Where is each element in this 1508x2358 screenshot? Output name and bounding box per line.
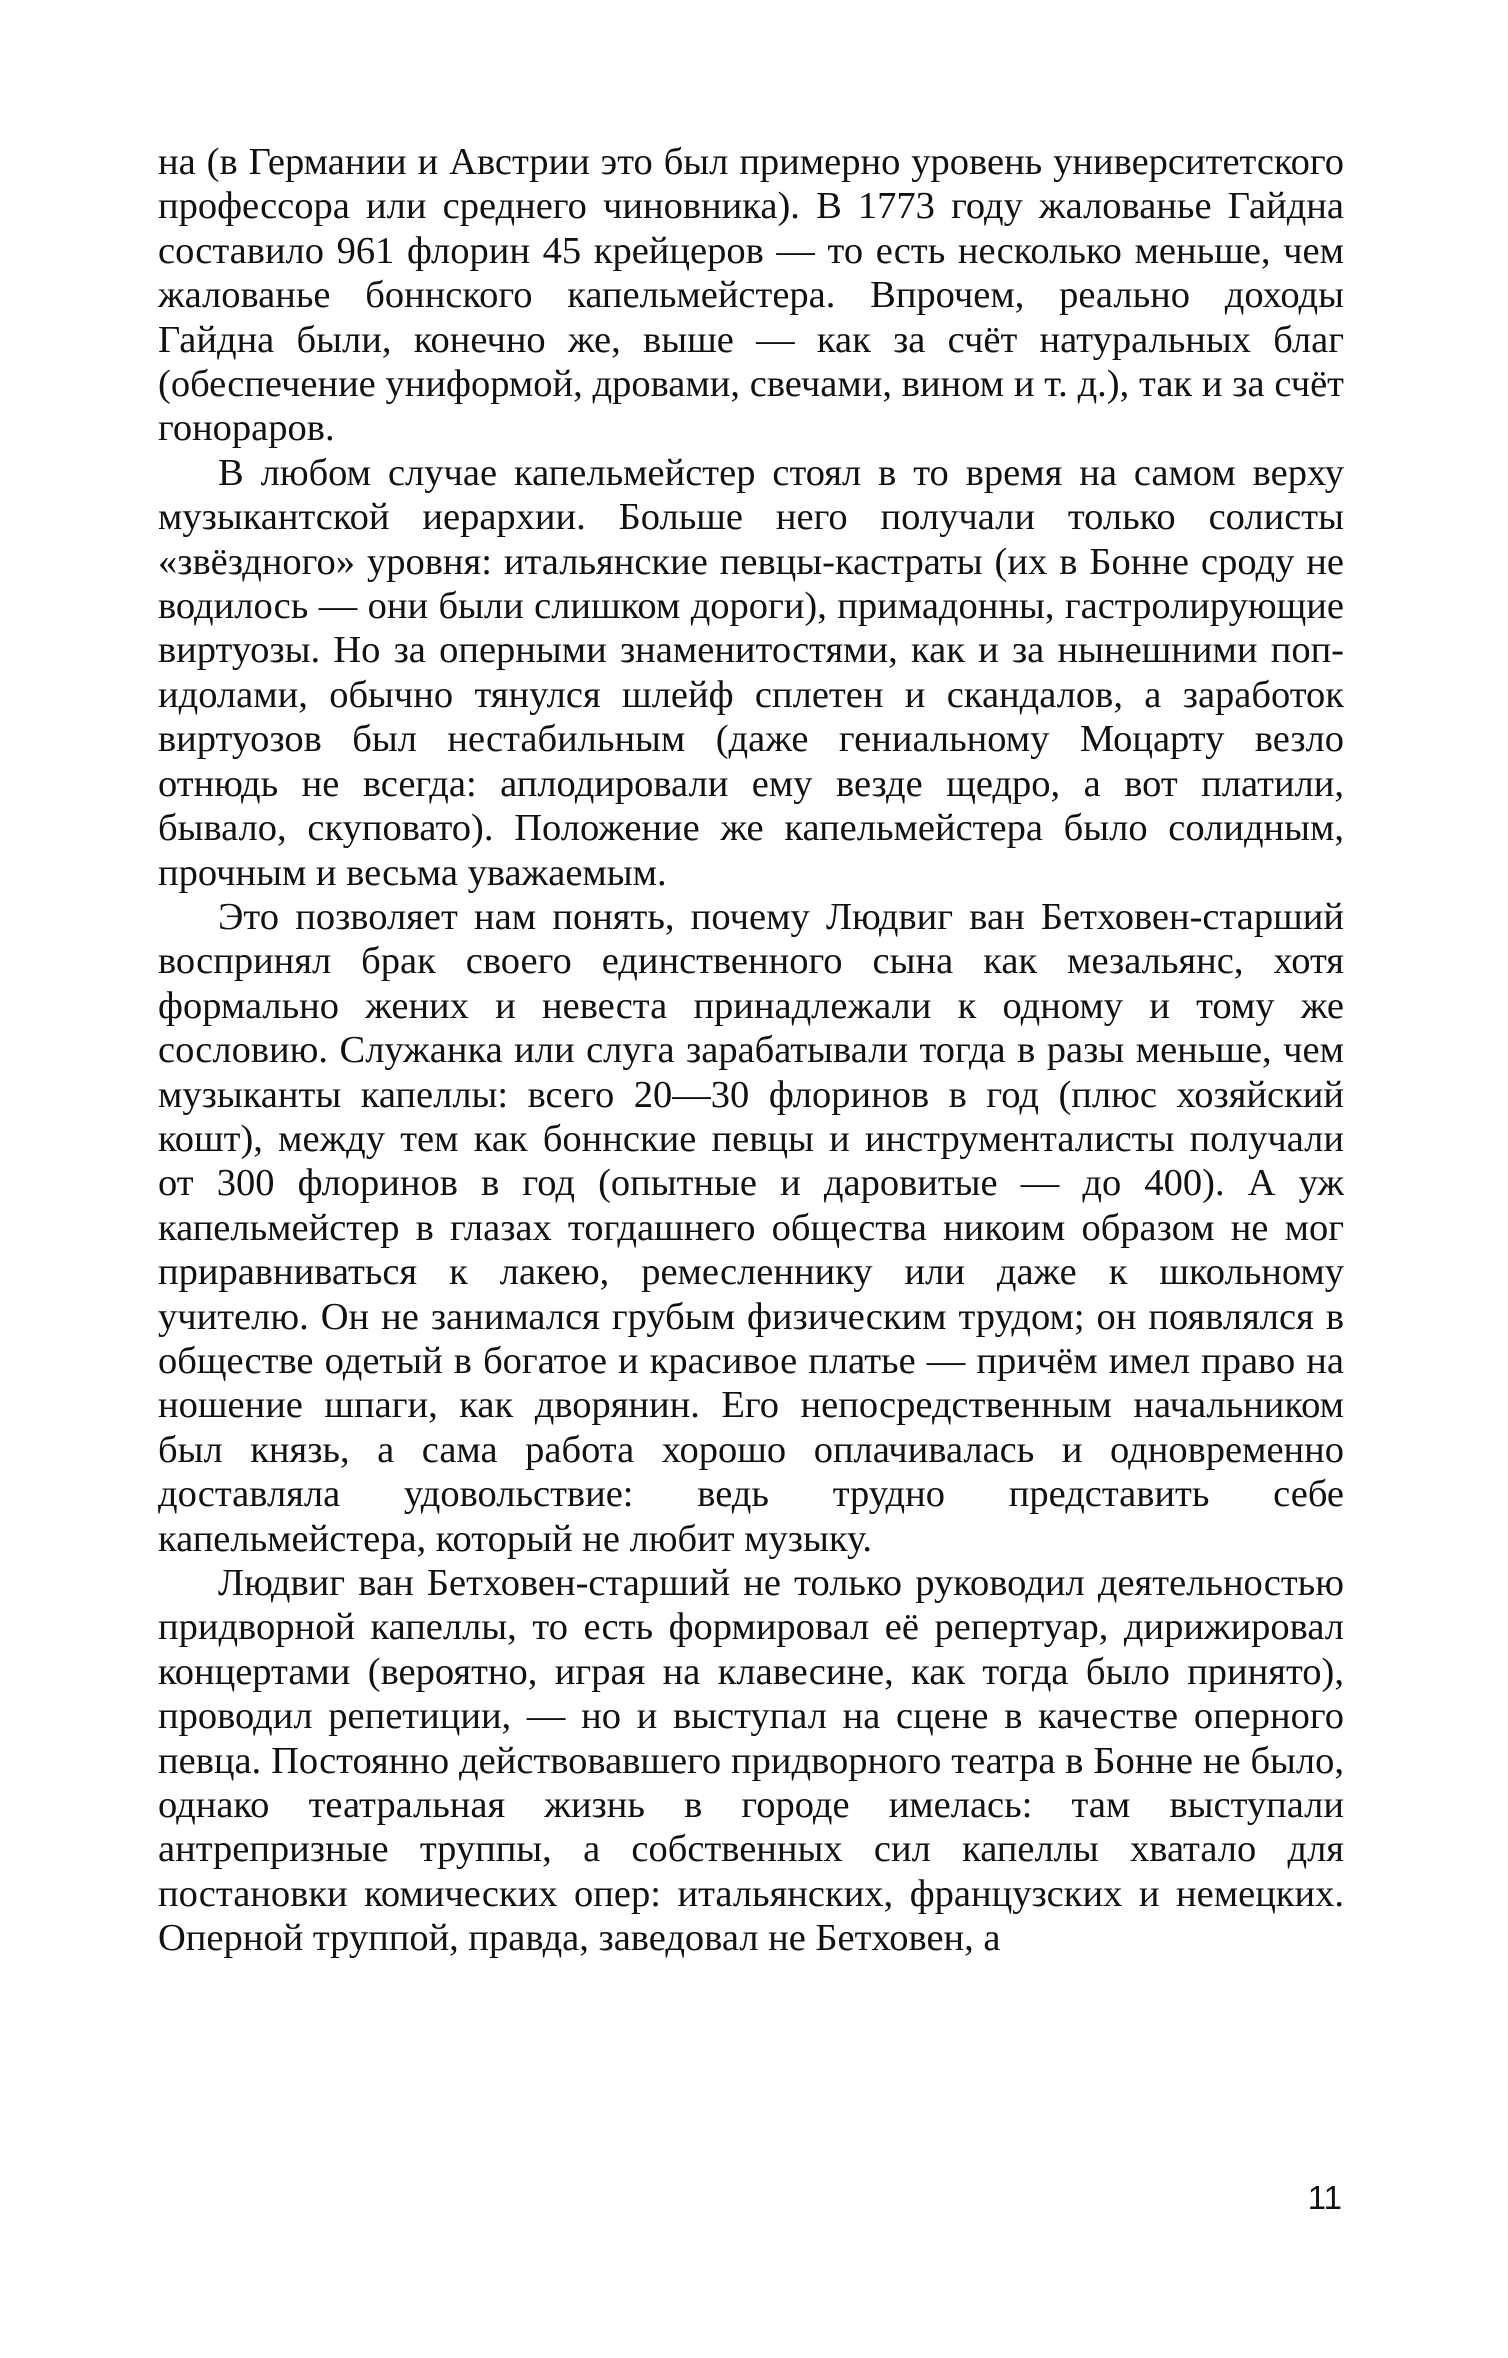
paragraph-3: Это позволяет нам понять, почему Людвиг ван Бетховен-старший воспринял брак своего единственного сына как мезальянс, хотя формально жених и невеста принадлежали к одному и тому же сословию. Служанка или слуга зарабатывали тогда в разы меньше, чем музыканты капеллы: всего 20—30 флоринов в год (плюс хозяйский кошт), между тем как боннские певцы и инструменталисты получали от 300 флоринов в год (опытные и даровитые — до 400). А уж капельмейстер в глазах тогдашнего общества никоим образом не мог приравниваться к лакею, ремесленнику или даже к школьному учителю. Он не занимался грубым физическим трудом; он появлялся в обществе одетый в богатое и красивое платье — причём имел право на ношение шпаги, как дворянин. Его непосредственным начальником был князь, а сама работа хорошо оплачивалась и одновременно доставляла удовольствие: ведь трудно представить себе капельмейстера, который не любит музыку.	[158, 895, 1344, 1560]
paragraph-4: Людвиг ван Бетховен-старший не только руководил деятельностью придворной капеллы, то есть формировал её репертуар, дирижировал концертами (вероятно, играя на клавесине, как тогда было принято), проводил репетиции, — но и выступал на сцене в качестве оперного певца. Постоянно действовавшего придворного театра в Бонне не было, однако театральная жизнь в городе имелась: там выступали антрепризные труппы, а собственных сил капеллы хватало для постановки комических опер: итальянских, французских и немецких. Оперной труппой, правда, заведовал не Бетховен, а	[158, 1562, 1344, 1960]
body-text	[158, 140, 1344, 1961]
paragraph-2: В любом случае капельмейстер стоял в то время на самом верху музыкантской иерархии. Больше него получали только солисты «звёздного» уровня: итальянские певцы-кастраты (их в Бонне сроду не водилось — они были слишком дороги), примадонны, гастролирующие виртуозы. Но за оперными знаменитостями, как и за нынешними поп-идолами, обычно тянулся шлейф сплетен и скандалов, а заработок виртуозов был нестабильным (даже гениальному Моцарту везло отнюдь не всегда: аплодировали ему везде щедро, а вот платили, бывало, скуповато). Положение же капельмейстера было солидным, прочным и весьма уважаемым.	[158, 451, 1344, 894]
paragraph-1: на (в Германии и Австрии это был примерно уровень университетского профессора или среднего чиновника). В 1773 году жалованье Гайдна составило 961 флорин 45 крейцеров — то есть несколько меньше, чем жалованье боннского капельмейстера. Впрочем, реально доходы Гайдна были, конечно же, выше — как за счёт натуральных благ (обеспечение униформой, дровами, свечами, вином и т. д.), так и за счёт гонораров.	[158, 141, 1344, 450]
page-number: 11	[1307, 2179, 1342, 2216]
book-page	[158, 140, 1344, 2200]
